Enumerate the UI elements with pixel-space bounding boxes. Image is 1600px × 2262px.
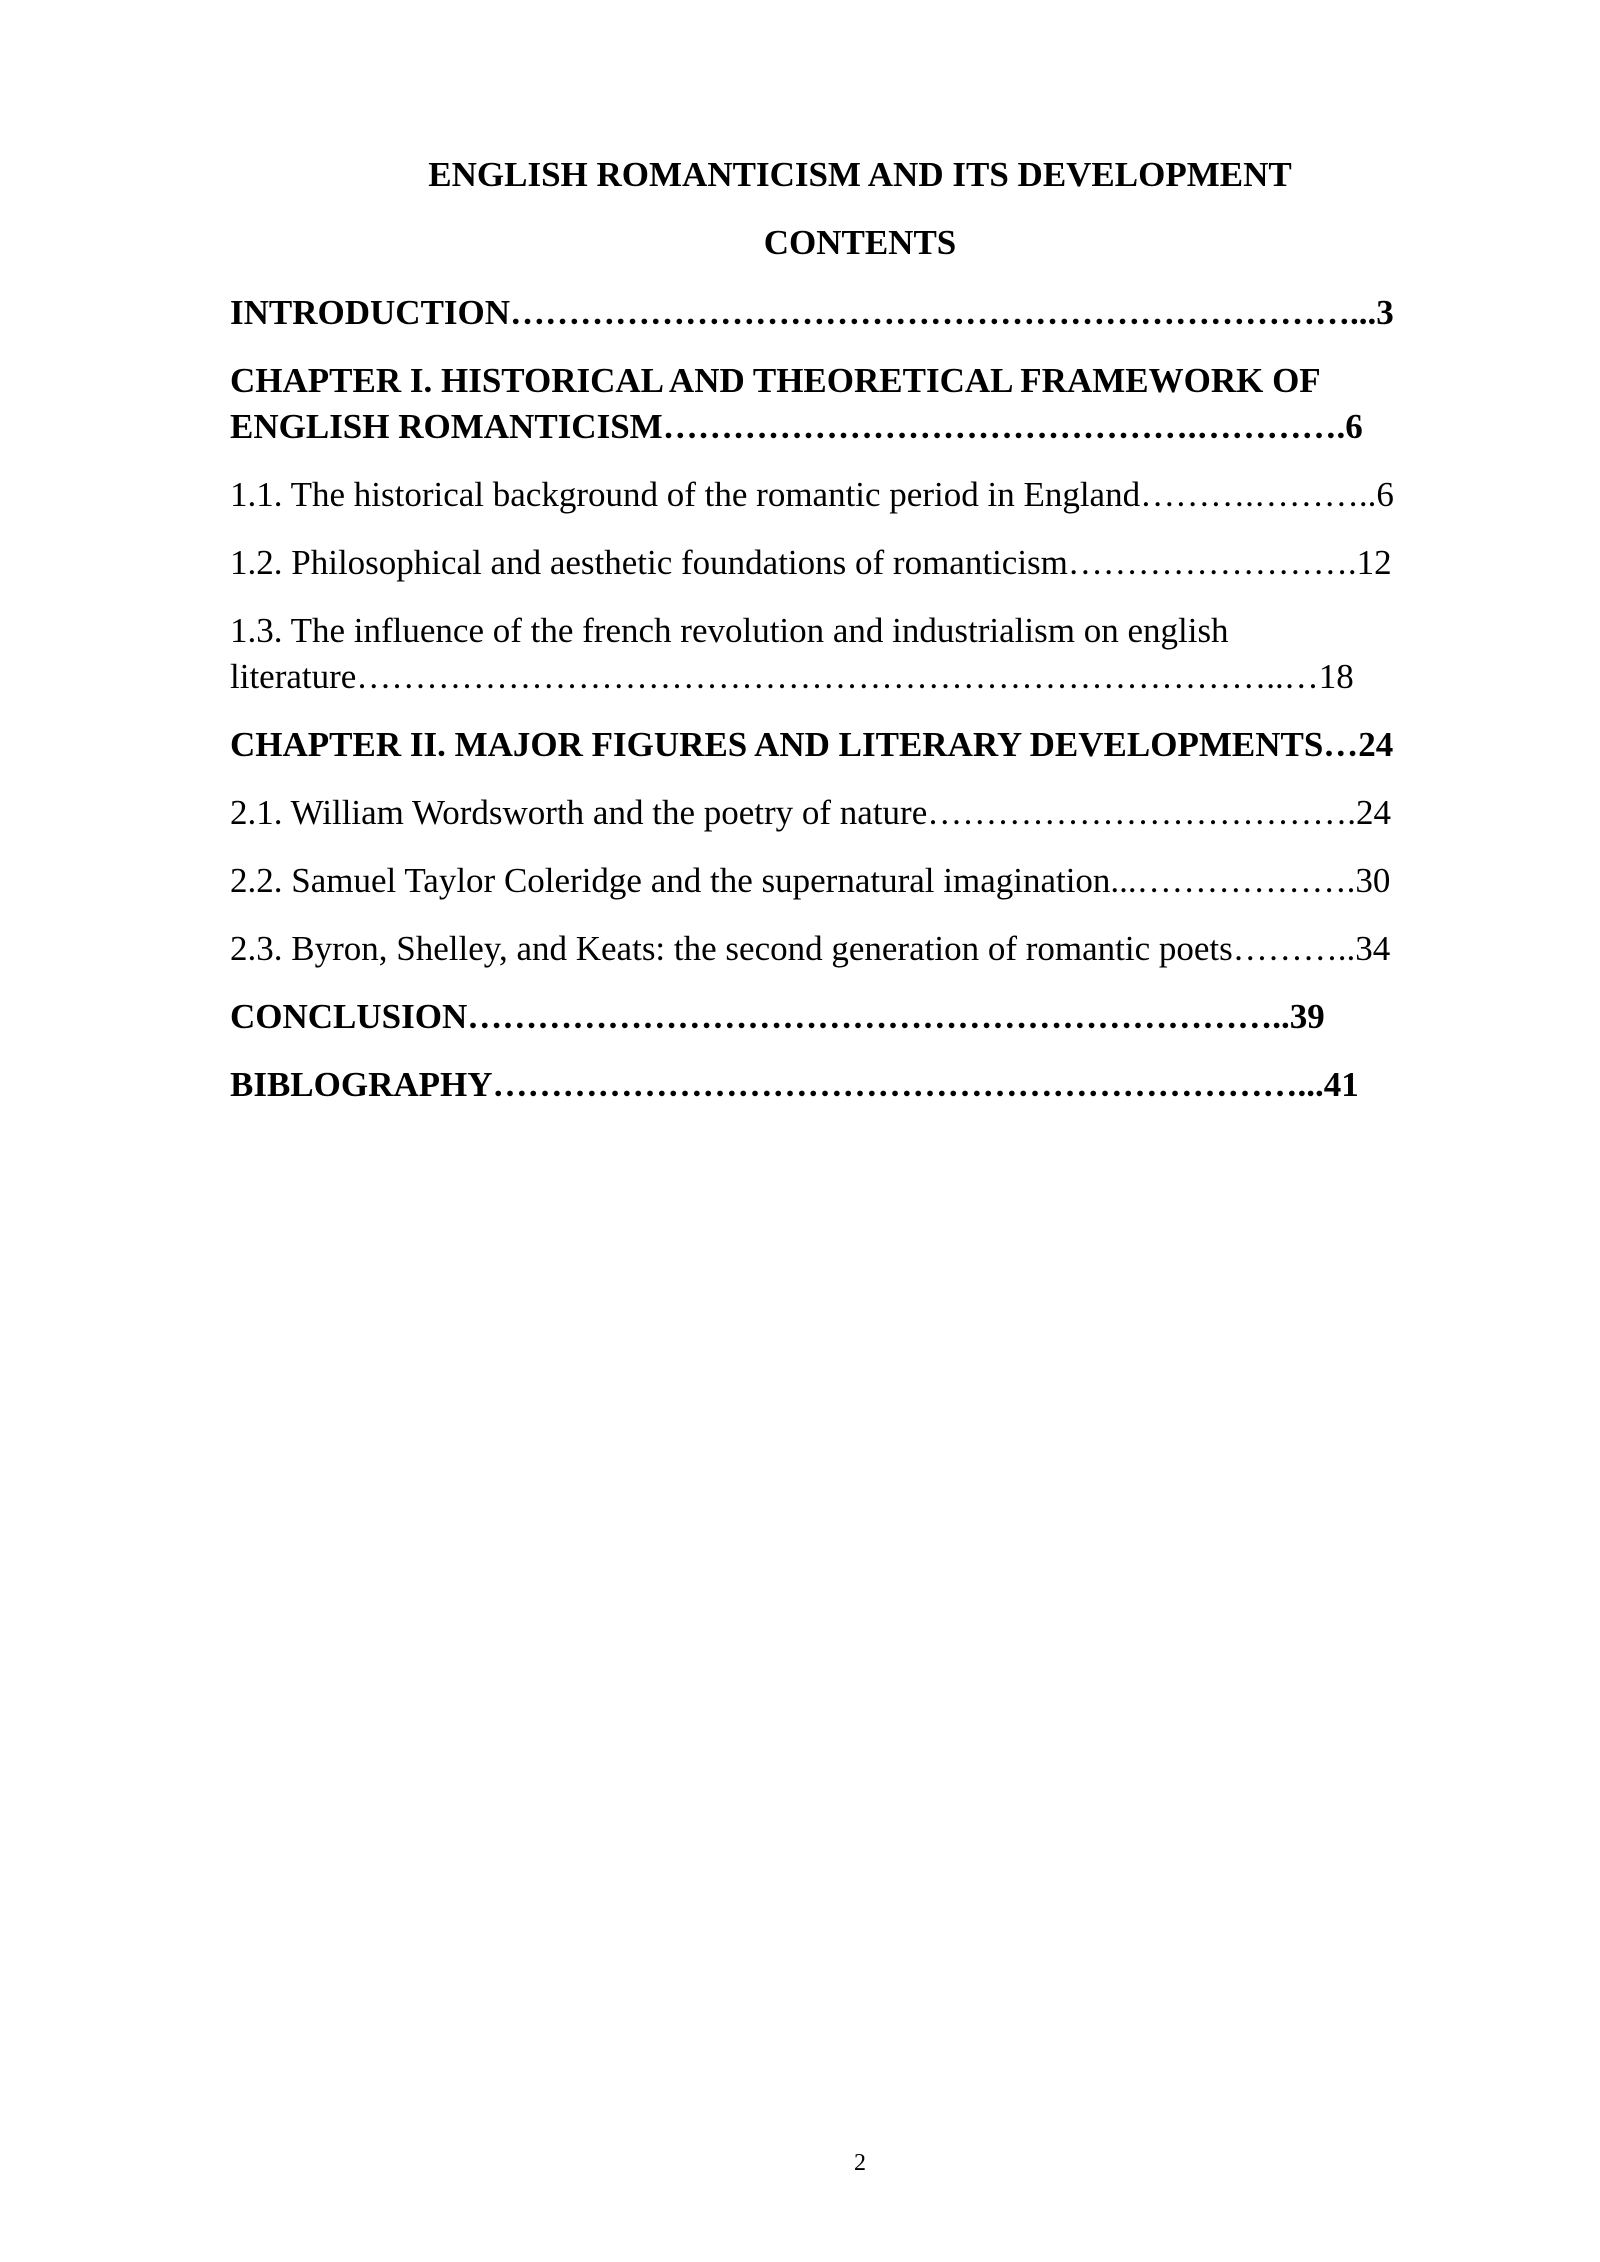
toc-entry-2-1: 2.1. William Wordsworth and the poetry of nature……………………………….24 bbox=[230, 793, 1391, 832]
toc-entry-chapter-1-continued: ENGLISH ROMANTICISM……………………………………….………….6 bbox=[230, 407, 1363, 446]
toc-entry-1-3: 1.3. The influence of the french revolution and industrialism on english bbox=[230, 611, 1229, 650]
page-number: 2 bbox=[854, 2150, 866, 2176]
toc-entry-chapter-1: CHAPTER I. HISTORICAL AND THEORETICAL FRAMEWORK OF bbox=[230, 361, 1321, 400]
toc-entry-1-3-continued: literature……………………………………………………………………..…18 bbox=[230, 657, 1354, 696]
toc-entry-1-2: 1.2. Philosophical and aesthetic foundations of romanticism…………………….12 bbox=[230, 543, 1392, 582]
toc-entry-conclusion: CONCLUSION……………………………………………………………..39 bbox=[230, 997, 1325, 1036]
toc-entry-bibliography: BIBLOGRAPHY……………………………………………………………...41 bbox=[230, 1065, 1359, 1104]
toc-entry-introduction: INTRODUCTION………………………………………………………………...3 bbox=[230, 293, 1394, 332]
toc-entry-1-1: 1.1. The historical background of the romantic period in England……….………..6 bbox=[230, 475, 1394, 514]
toc-entry-2-3: 2.3. Byron, Shelley, and Keats: the second generation of romantic poets………..34 bbox=[230, 929, 1391, 968]
document-title: ENGLISH ROMANTICISM AND ITS DEVELOPMENT bbox=[428, 155, 1292, 194]
toc-entry-2-2: 2.2. Samuel Taylor Coleridge and the supernatural imagination...……………….30 bbox=[230, 861, 1391, 900]
contents-heading: CONTENTS bbox=[763, 223, 957, 262]
toc-entry-chapter-2: CHAPTER II. MAJOR FIGURES AND LITERARY DEVELOPMENTS…24 bbox=[230, 725, 1394, 764]
